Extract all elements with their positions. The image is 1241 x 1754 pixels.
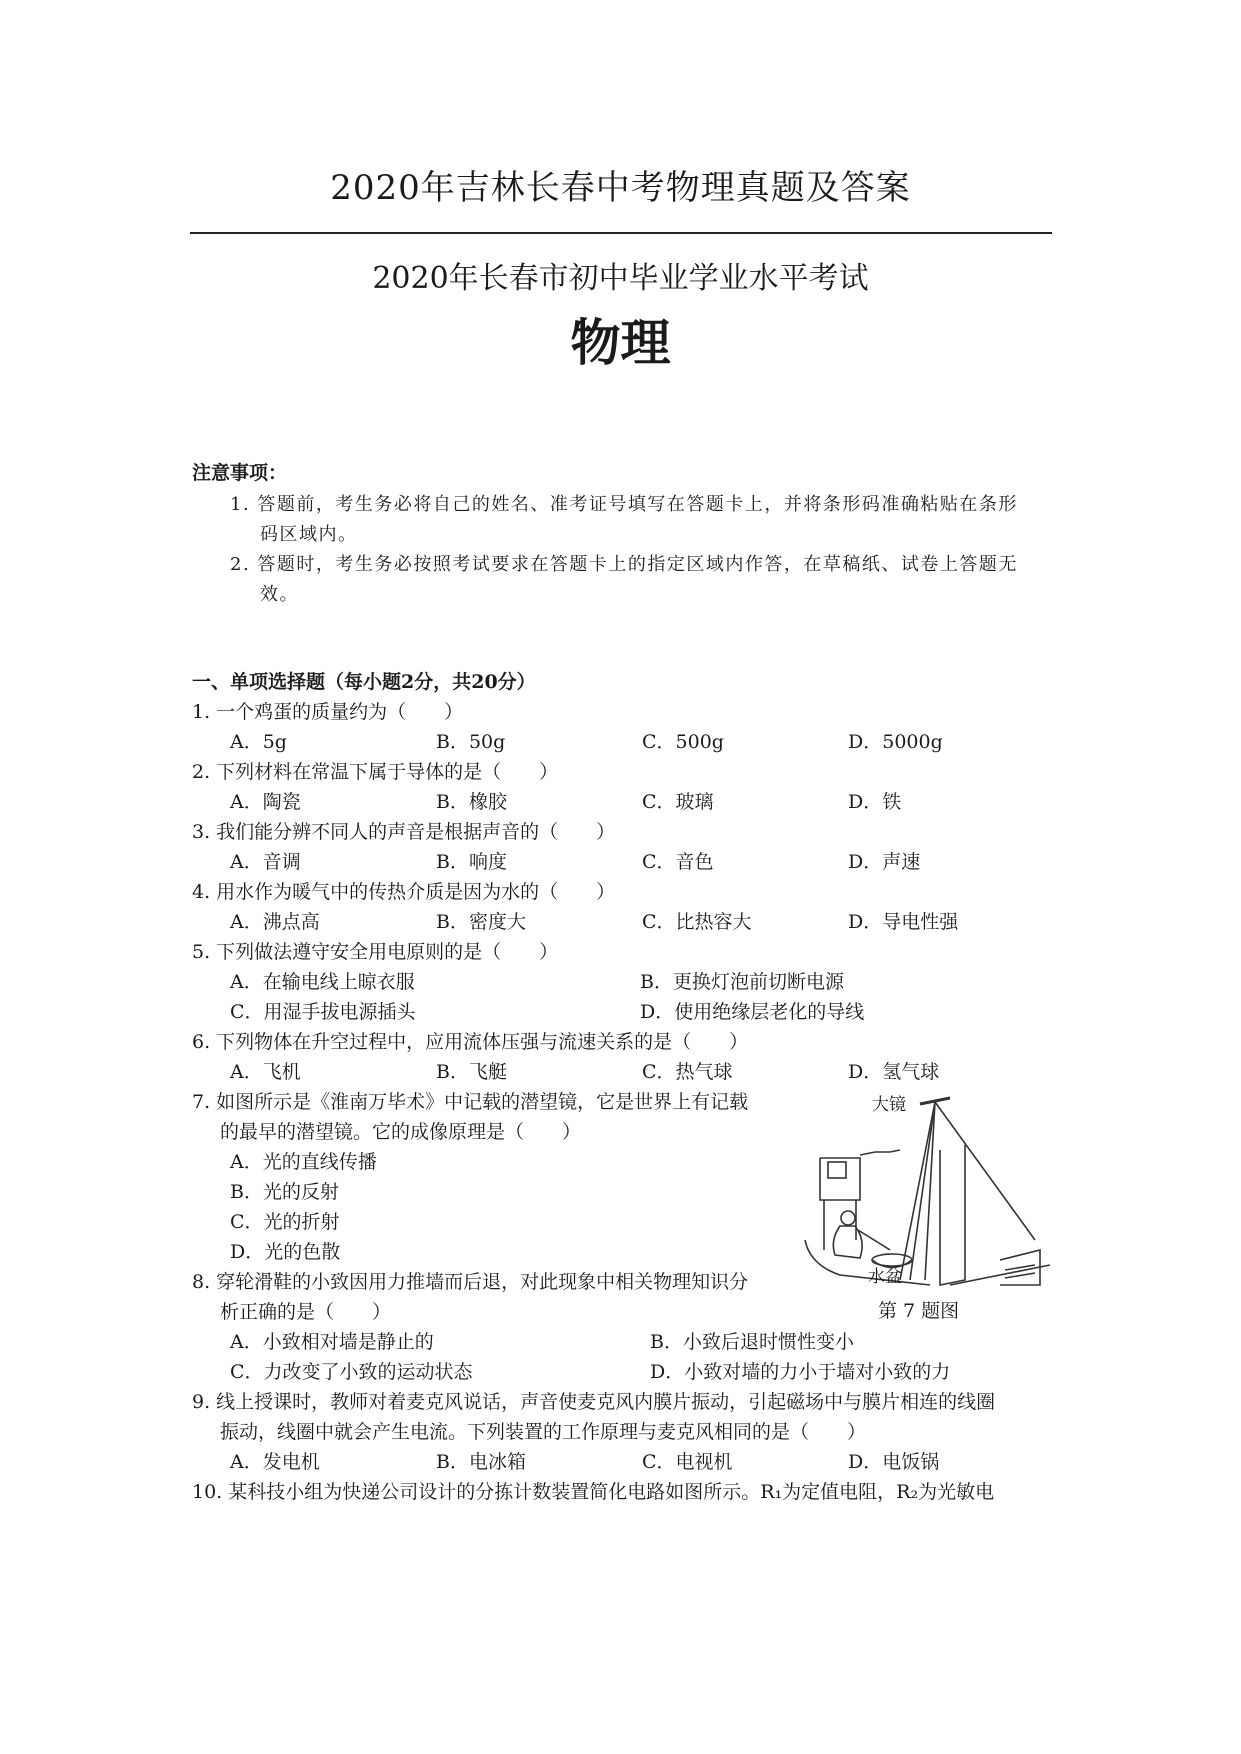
- document-title: 2020年吉林长春中考物理真题及答案: [330, 168, 911, 208]
- question-1-option-b: B．50g: [436, 731, 506, 753]
- question-8-option-d: D．小致对墙的力小于墙对小致的力: [650, 1361, 951, 1383]
- question-2-option-b: B．橡胶: [436, 791, 507, 813]
- question-5-option-c: C．用湿手拔电源插头: [230, 1001, 416, 1023]
- question-10-stem: 10. 某科技小组为快递公司设计的分拣计数装置简化电路如图所示。R₁为定值电阻，R₂为光敏电: [192, 1481, 995, 1503]
- figure-7-periscope-illustration: [800, 1090, 1060, 1295]
- title-divider: [190, 232, 1052, 234]
- question-6-option-d: D．氢气球: [848, 1061, 940, 1083]
- question-3-option-a: A．音调: [230, 851, 301, 873]
- question-1-option-a: A．5g: [230, 731, 287, 753]
- question-7-option-a: A．光的直线传播: [230, 1151, 377, 1173]
- question-8-option-b: B．小致后退时惯性变小: [650, 1331, 854, 1353]
- question-4-stem: 4. 用水作为暖气中的传热介质是因为水的（ ）: [192, 881, 616, 903]
- question-3-option-c: C．音色: [642, 851, 714, 873]
- figure-7-label-basin: 水盆: [868, 1267, 902, 1287]
- question-9-option-d: D．电饭锅: [848, 1451, 940, 1473]
- question-3-stem: 3. 我们能分辨不同人的声音是根据声音的（ ）: [192, 821, 616, 843]
- question-7-stem-line2: 的最早的潜望镜。它的成像原理是（ ）: [220, 1121, 582, 1143]
- question-7-option-d: D．光的色散: [230, 1241, 341, 1263]
- question-1-option-c: C．500g: [642, 731, 724, 753]
- question-6-option-a: A．飞机: [230, 1061, 301, 1083]
- figure-7-caption: 第 7 题图: [878, 1300, 960, 1322]
- question-9-option-a: A．发电机: [230, 1451, 320, 1473]
- figure-7-label-mirror: 大镜: [872, 1095, 906, 1115]
- question-8-option-c: C．力改变了小致的运动状态: [230, 1361, 473, 1383]
- question-8-stem-line1: 8. 穿轮滑鞋的小致因用力推墙而后退，对此现象中相关物理知识分: [192, 1271, 749, 1293]
- notice-item-1-line2: 码区域内。: [260, 524, 358, 545]
- question-8-stem-line2: 析正确的是（ ）: [220, 1301, 392, 1323]
- notice-item-2-line1: 2. 答题时，考生务必按照考试要求在答题卡上的指定区域内作答，在草稿纸、试卷上答题无: [230, 554, 1018, 575]
- question-4-option-d: D．导电性强: [848, 911, 959, 933]
- question-9-option-c: C．电视机: [642, 1451, 733, 1473]
- question-5-stem: 5. 下列做法遵守安全用电原则的是（ ）: [192, 941, 559, 963]
- question-5-option-b: B．更换灯泡前切断电源: [640, 971, 844, 993]
- exam-title: 2020年长春市初中毕业学业水平考试: [372, 261, 869, 296]
- question-5-option-a: A．在输电线上晾衣服: [230, 971, 415, 993]
- question-4-option-b: B．密度大: [436, 911, 526, 933]
- notice-item-2-line2: 效。: [260, 584, 299, 605]
- question-1-option-d: D．5000g: [848, 731, 943, 753]
- question-2-option-d: D．铁: [848, 791, 902, 813]
- question-7-option-c: C．光的折射: [230, 1211, 340, 1233]
- notice-heading: 注意事项：: [192, 462, 288, 484]
- question-9-stem-line1: 9. 线上授课时，教师对着麦克风说话，声音使麦克风内膜片振动，引起磁场中与膜片相连的线圈: [192, 1391, 996, 1413]
- question-6-option-c: C．热气球: [642, 1061, 733, 1083]
- question-6-stem: 6. 下列物体在升空过程中，应用流体压强与流速关系的是（ ）: [192, 1031, 749, 1053]
- question-4-option-c: C．比热容大: [642, 911, 752, 933]
- question-9-option-b: B．电冰箱: [436, 1451, 526, 1473]
- question-3-option-d: D．声速: [848, 851, 921, 873]
- question-6-option-b: B．飞艇: [436, 1061, 507, 1083]
- question-5-option-d: D．使用绝缘层老化的导线: [640, 1001, 865, 1023]
- question-2-option-c: C．玻璃: [642, 791, 714, 813]
- question-1-stem: 1. 一个鸡蛋的质量约为（ ）: [192, 701, 464, 723]
- notice-item-1-line1: 1. 答题前，考生务必将自己的姓名、准考证号填写在答题卡上，并将条形码准确粘贴在条形: [230, 494, 1018, 515]
- question-9-stem-line2: 振动，线圈中就会产生电流。下列装置的工作原理与麦克风相同的是（ ）: [220, 1421, 867, 1443]
- question-8-option-a: A．小致相对墙是静止的: [230, 1331, 434, 1353]
- question-2-option-a: A．陶瓷: [230, 791, 301, 813]
- question-3-option-b: B．响度: [436, 851, 507, 873]
- question-7-option-b: B．光的反射: [230, 1181, 339, 1203]
- question-7-stem-line1: 7. 如图所示是《淮南万毕术》中记载的潜望镜，它是世界上有记载: [192, 1091, 749, 1113]
- section-heading: 一、单项选择题（每小题2分，共20分）: [192, 671, 536, 693]
- subject-title: 物理: [570, 314, 671, 372]
- question-2-stem: 2. 下列材料在常温下属于导体的是（ ）: [192, 761, 559, 783]
- question-4-option-a: A．沸点高: [230, 911, 320, 933]
